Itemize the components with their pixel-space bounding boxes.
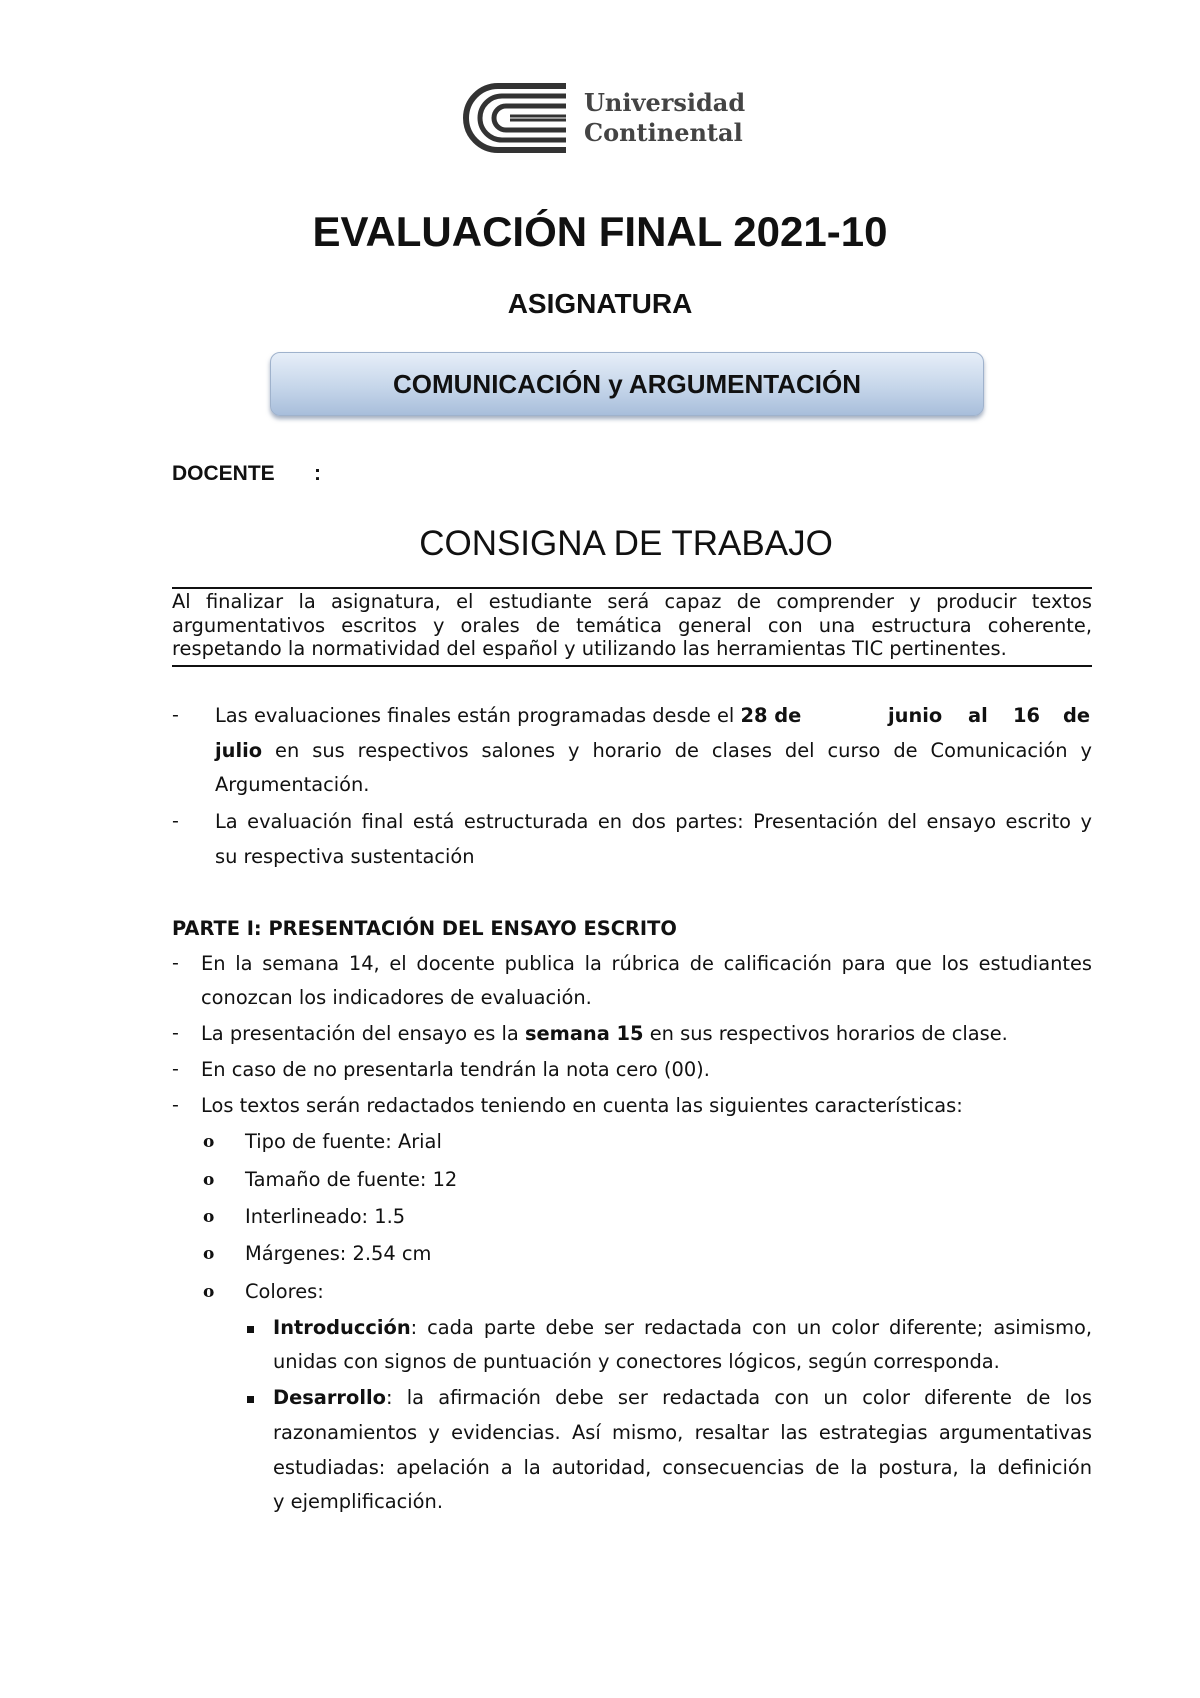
colors-dev-line-3: estudiadas: apelación a la autoridad, consecuencias de la postura, la definición — [273, 1456, 1092, 1479]
format-margins: Márgenes: 2.54 cm — [245, 1242, 432, 1265]
colors-intro-line-2: unidas con signos de puntuación y conectores lógicos, según corresponda. — [273, 1350, 1000, 1373]
format-font-type: Tipo de fuente: Arial — [245, 1130, 442, 1153]
general-item-1-al: al — [968, 704, 988, 727]
circle-bullet-icon: o — [203, 1244, 215, 1264]
logo-text — [584, 88, 745, 148]
general-item-1-junio: junio — [888, 704, 943, 727]
objective-top-rule — [172, 587, 1092, 589]
part-1-item-1-line-2: conozcan los indicadores de evaluación. — [201, 986, 592, 1009]
format-colors: Colores: — [245, 1280, 324, 1303]
format-font-size: Tamaño de fuente: 12 — [245, 1168, 458, 1191]
part-1-item-3: En caso de no presentarla tendrán la nota cero (00). — [201, 1058, 710, 1081]
circle-bullet-icon: o — [203, 1132, 215, 1152]
general-item-1-line-2: julio en sus respectivos salones y horario de clases del curso de Comunicación y — [215, 739, 1092, 762]
square-bullet-icon — [247, 1396, 254, 1403]
dash-bullet: - — [172, 704, 179, 726]
dash-bullet: - — [172, 952, 179, 974]
course-name: COMUNICACIÓN y ARGUMENTACIÓN — [393, 368, 861, 399]
course-banner — [270, 352, 984, 416]
general-item-2-line-1: La evaluación final está estructurada en dos partes: Presentación del ensayo escrito y — [215, 810, 1092, 833]
dash-bullet: - — [172, 1058, 179, 1080]
colors-dev-line-1: Desarrollo: la afirmación debe ser redactada con un color diferente de los — [273, 1386, 1092, 1409]
objective-bottom-rule — [172, 665, 1092, 667]
format-line-spacing: Interlineado: 1.5 — [245, 1205, 406, 1228]
section-title: CONSIGNA DE TRABAJO — [419, 524, 833, 563]
general-item-1-line-1a: Las evaluaciones finales están programadas desde el 28 de — [215, 704, 802, 727]
logo-line-2: Continental — [584, 118, 743, 147]
teacher-field — [172, 462, 321, 486]
dash-bullet: - — [172, 810, 179, 832]
part-1-item-4: Los textos serán redactados teniendo en cuenta las siguientes características: — [201, 1094, 963, 1117]
dash-bullet: - — [172, 1094, 179, 1116]
colors-dev-line-4: y ejemplificación. — [273, 1490, 443, 1513]
circle-bullet-icon: o — [203, 1207, 215, 1227]
circle-bullet-icon: o — [203, 1170, 215, 1190]
teacher-label: DOCENTE — [172, 462, 275, 485]
part-1-item-1-line-1: En la semana 14, el docente publica la rúbrica de calificación para que los estudiantes — [201, 952, 1092, 975]
teacher-colon: : — [314, 462, 321, 485]
general-item-1-line-3: Argumentación. — [215, 773, 370, 796]
exam-title: EVALUACIÓN FINAL 2021-10 — [312, 208, 888, 255]
university-logo — [462, 82, 762, 154]
colors-intro-line-1: Introducción: cada parte debe ser redactada con un color diferente; asimismo, — [273, 1316, 1092, 1339]
general-item-2-line-2: su respectiva sustentación — [215, 845, 475, 868]
objective-text: Al finalizar la asignatura, el estudiante será capaz de comprender y producir textos argumentativos escritos y orales de temática general con una estructura coherente, respetando la normatividad del español y utilizando las herramientas TIC pertinentes. — [172, 590, 1092, 660]
circle-bullet-icon: o — [203, 1282, 215, 1302]
general-item-1-de: de — [1063, 704, 1091, 727]
logo-mark-icon — [462, 82, 580, 154]
part-1-heading: PARTE I: PRESENTACIÓN DEL ENSAYO ESCRITO — [172, 917, 677, 940]
logo-line-1: Universidad — [584, 88, 746, 117]
dash-bullet: - — [172, 1022, 179, 1044]
square-bullet-icon — [247, 1326, 254, 1333]
colors-dev-line-2: razonamientos y evidencias. Así mismo, resaltar las estrategias argumentativas — [273, 1421, 1092, 1444]
general-item-1-16: 16 — [1013, 704, 1040, 727]
subject-label: ASIGNATURA — [507, 288, 693, 319]
part-1-item-2: La presentación del ensayo es la semana 15 en sus respectivos horarios de clase. — [201, 1022, 1008, 1045]
